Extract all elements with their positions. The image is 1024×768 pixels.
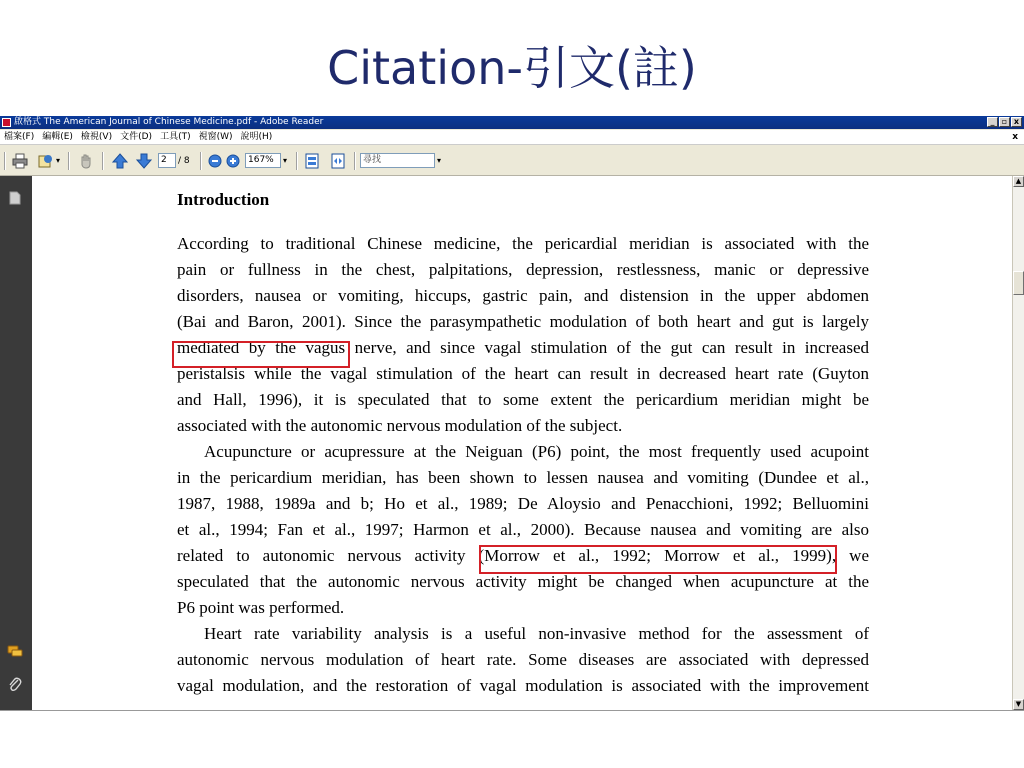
text-line: According to traditional Chinese medicine, the pericardial meridian is associated with the xyxy=(177,234,869,253)
restore-button[interactable]: ▫ xyxy=(999,117,1010,127)
text-line: Acupuncture or acupressure at the Neiguan (P6) point, the most frequently used acupoint xyxy=(204,442,869,461)
scroll-thumb[interactable] xyxy=(1013,271,1024,295)
navigation-sidebar xyxy=(0,176,32,710)
text-line: peristalsis while the vagal stimulation of the heart can result in decreased heart rate (Guyton xyxy=(177,364,869,383)
fit-page-icon[interactable] xyxy=(304,153,320,169)
adobe-reader-window xyxy=(0,116,1024,711)
text-line: associated with the autonomic nervous modulation of the subject. xyxy=(177,416,623,435)
text-line: autonomic nervous modulation of heart rate. Some diseases are associated with depressed xyxy=(177,650,869,669)
text-line: related to autonomic nervous activity (Morrow et al., 1992; Morrow et al., 1999), we xyxy=(177,546,869,565)
document-view[interactable] xyxy=(32,176,1012,710)
section-heading: Introduction xyxy=(177,190,270,209)
attach-email-icon[interactable] xyxy=(38,153,54,169)
search-input[interactable]: 尋找 xyxy=(360,153,435,168)
citation-highlight-box xyxy=(172,341,350,368)
fit-width-icon[interactable] xyxy=(330,153,346,169)
text-line: P6 point was performed. xyxy=(177,598,345,617)
page-total: / 8 xyxy=(178,156,190,166)
menu-bar xyxy=(0,130,1024,145)
attachments-icon[interactable] xyxy=(8,676,22,696)
toolbar-separator xyxy=(296,152,298,170)
text-line: in the pericardium meridian, has been shown to lessen nausea and vomiting (Dundee et al., xyxy=(177,468,869,487)
comments-icon[interactable] xyxy=(7,644,23,663)
menu-window[interactable]: 視窗(W) xyxy=(198,132,233,142)
text-line: pain or fullness in the chest, palpitations, depression, restlessness, manic or depressive xyxy=(177,260,869,279)
print-icon[interactable] xyxy=(12,153,28,169)
text-line: et al., 1994; Fan et al., 1997; Harmon et al., 2000). Because nausea and vomiting are also xyxy=(177,520,869,539)
text-line: and Hall, 1996), it is speculated that to some extent the pericardium meridian might be xyxy=(177,390,869,409)
text-line: Heart rate variability analysis is a useful non-invasive method for the assessment of xyxy=(204,624,869,643)
citation-highlight-box xyxy=(479,545,837,574)
chevron-down-icon[interactable]: ▾ xyxy=(283,156,288,165)
text-line: mediated by the vagus nerve, and since vagal stimulation of the gut can result in increased xyxy=(177,338,869,357)
document-close-button[interactable]: x xyxy=(1012,132,1018,142)
scroll-up-arrow[interactable]: ▲ xyxy=(1013,176,1024,187)
menu-edit[interactable]: 編輯(E) xyxy=(42,132,73,142)
menu-view[interactable]: 檢視(V) xyxy=(80,132,113,142)
close-button[interactable]: x xyxy=(1011,117,1022,127)
chevron-down-icon[interactable]: ▾ xyxy=(56,156,61,165)
adobe-reader-icon xyxy=(2,118,11,127)
toolbar-separator xyxy=(102,152,104,170)
previous-page-icon[interactable] xyxy=(112,153,128,169)
menu-tools[interactable]: 工具(T) xyxy=(160,132,191,142)
next-page-icon[interactable] xyxy=(136,153,152,169)
toolbar-separator xyxy=(200,152,202,170)
slide-title: Citation-引文(註) xyxy=(327,41,697,95)
text-line: 1987, 1988, 1989a and b; Ho et al., 1989; De Aloysio and Penacchioni, 1992; Belluomini xyxy=(177,494,869,513)
page-number-input[interactable]: 2 xyxy=(158,153,176,168)
text-line: vagal modulation, and the restoration of vagal modulation is associated with the improvement xyxy=(177,676,869,695)
toolbar-separator xyxy=(68,152,70,170)
toolbar-grip xyxy=(4,152,6,170)
minimize-button[interactable]: _ xyxy=(987,117,998,127)
zoom-out-icon[interactable] xyxy=(207,153,223,169)
menu-document[interactable]: 文件(D) xyxy=(120,132,153,142)
pages-panel-icon[interactable] xyxy=(9,190,21,209)
zoom-level-select[interactable]: 167% xyxy=(245,153,281,168)
menu-file[interactable]: 檔案(F) xyxy=(4,132,35,142)
vertical-scrollbar[interactable] xyxy=(1012,176,1024,710)
scroll-down-arrow[interactable]: ▼ xyxy=(1013,699,1024,710)
chevron-down-icon[interactable]: ▾ xyxy=(437,156,442,165)
text-line: (Bai and Baron, 2001). Since the parasympathetic modulation of both heart and gut is largely xyxy=(177,312,869,331)
zoom-in-icon[interactable] xyxy=(225,153,241,169)
text-line: disorders, nausea or vomiting, hiccups, gastric pain, and distension in the upper abdomen xyxy=(177,286,869,305)
hand-tool-icon[interactable] xyxy=(78,153,94,169)
window-title: 啟格式 The American Journal of Chinese Medicine.pdf - Adobe Reader xyxy=(14,117,324,127)
toolbar-separator xyxy=(354,152,356,170)
menu-help[interactable]: 說明(H) xyxy=(240,132,273,142)
toolbar xyxy=(0,147,1024,176)
window-titlebar[interactable] xyxy=(0,116,1024,129)
text-line: speculated that the autonomic nervous activity might be changed when acupuncture at the xyxy=(177,572,869,591)
